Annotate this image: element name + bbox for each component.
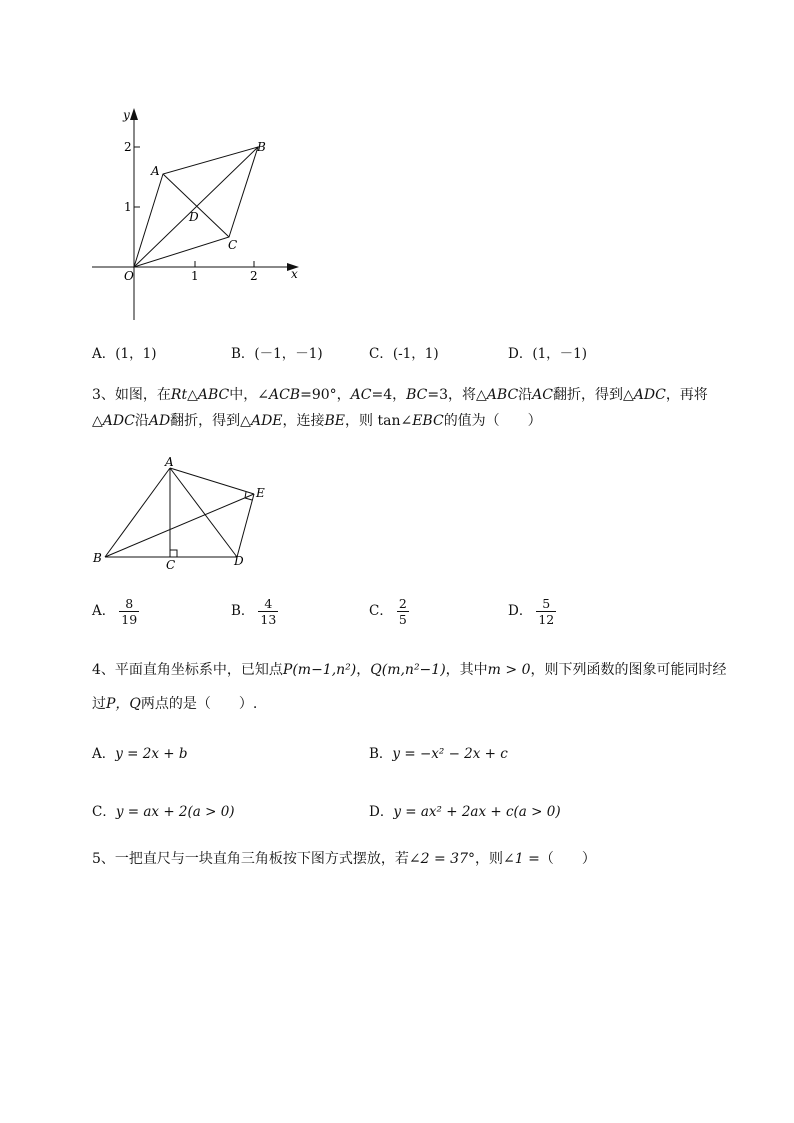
label-b: B — [93, 551, 102, 565]
label-c: C — [166, 558, 176, 572]
q3-question-line1: 3、如图，在Rt△ABC中，∠ACB=90°，AC=4，BC=3，将△ABC沿AC翻折，得到△ADC，再将 — [92, 387, 708, 403]
q3-option-c[interactable]: C． $\frac{2}{5}$ — [369, 596, 407, 627]
y-tick-2: 2 — [124, 140, 132, 154]
x-axis-label: x — [291, 267, 298, 281]
point-a-label: A — [151, 164, 160, 178]
y-tick-1: 1 — [124, 200, 132, 214]
q3-option-b[interactable]: B． $\frac{4}{13}$ — [231, 596, 277, 627]
point-b-label: B — [257, 140, 266, 154]
coordinate-figure — [88, 100, 308, 325]
triangle-figure — [88, 452, 278, 574]
label-e: E — [256, 486, 265, 500]
y-axis-arrow — [130, 108, 138, 120]
origin-label: O — [124, 269, 134, 283]
x-tick-1: 1 — [191, 269, 199, 283]
q4-option-c[interactable]: C．y = ax + 2(a > 0) — [92, 804, 235, 820]
x-tick-2: 2 — [250, 269, 258, 283]
q2-option-d[interactable]: D．(1，－1) — [508, 346, 588, 362]
right-angle-mark-c — [170, 550, 177, 557]
q2-option-c[interactable]: C．(-1，1) — [369, 346, 439, 362]
q3-option-a[interactable]: A． $\frac{8}{19}$ — [92, 596, 138, 627]
y-axis-label: y — [123, 108, 130, 122]
q4-option-a[interactable]: A．y = 2x + b — [92, 746, 188, 762]
q5-question: 5、一把直尺与一块直角三角板按下图方式摆放，若∠2 = 37°，则∠1 =（ ） — [92, 851, 596, 867]
q3-option-d[interactable]: D． $\frac{5}{12}$ — [508, 596, 555, 627]
point-d-label: D — [189, 210, 199, 224]
q4-option-d[interactable]: D．y = ax² + 2ax + c(a > 0) — [369, 804, 561, 820]
label-d: D — [234, 554, 244, 568]
q3-question-line2: △ADC沿AD翻折，得到△ADE，连接BE，则 tan∠EBC的值为（ ） — [92, 413, 542, 429]
diagonal-ac — [163, 174, 229, 237]
q4-option-b[interactable]: B．y = −x² − 2x + c — [369, 746, 508, 762]
q2-option-b[interactable]: B．(－1，－1) — [231, 346, 323, 362]
q4-question-line2: 过P，Q两点的是（ ）. — [92, 696, 258, 712]
q2-option-a[interactable]: A．(1，1) — [92, 346, 157, 362]
q4-question-line1: 4、平面直角坐标系中，已知点P(m−1,n²)，Q(m,n²−1)，其中m > 0，则下列函数的图象可能同时经 — [92, 662, 727, 678]
label-a: A — [165, 455, 174, 469]
point-c-label: C — [228, 238, 238, 252]
